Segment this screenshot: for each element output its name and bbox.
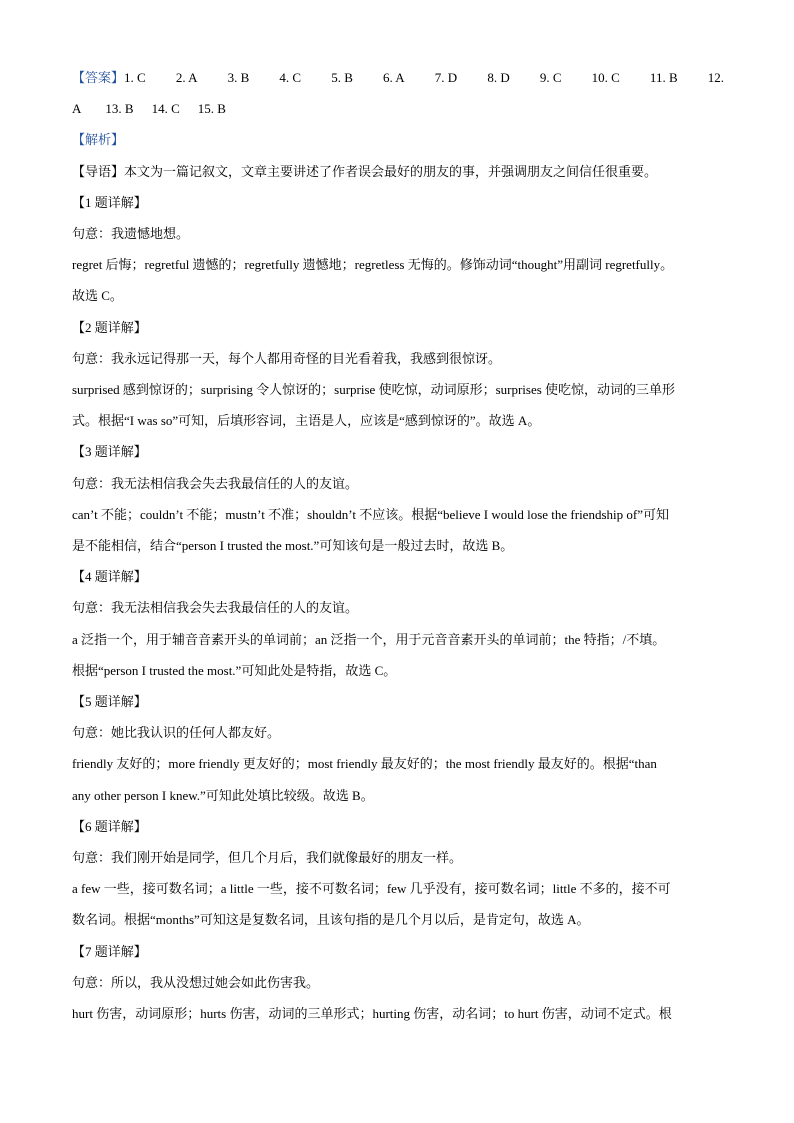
answer-item: 8. D (487, 70, 510, 85)
answer-item: 14. C (151, 101, 180, 117)
section-title: 【1 题详解】 (72, 194, 147, 210)
answer-item: 4. C (279, 70, 302, 85)
section-2 (72, 312, 724, 437)
section-7 (72, 936, 724, 1030)
section-line: 是不能相信，结合“person I trusted the most.”可知该句是一般过去时，故选 B。 (72, 538, 514, 554)
section-line: hurt 伤害，动词原形；hurts 伤害，动词的三单形式；hurting 伤害，动名词；to hurt 伤害，动词不定式。根 (72, 1006, 672, 1022)
section-line: 式。根据“I was so”可知，后填形容词，主语是人，应该是“感到惊讶的”。故选 A。 (72, 413, 541, 429)
section-line: 句意：我无法相信我会失去我最信任的人的友谊。 (72, 475, 359, 491)
section-line: 故选 C。 (72, 288, 123, 304)
answer-item: 2. A (175, 70, 198, 85)
answer-item: 9. C (539, 70, 562, 85)
section-line: 句意：她比我认识的任何人都友好。 (72, 725, 281, 741)
section-title: 【4 题详解】 (72, 569, 147, 585)
section-line: a 泛指一个，用于辅音音素开头的单词前；an 泛指一个，用于元音音素开头的单词前；the 特指；/不填。 (72, 631, 666, 647)
section-line: a few 一些，接可数名词；a little 一些，接不可数名词；few 几乎没有，接可数名词；little 不多的，接不可 (72, 881, 671, 897)
section-line: 句意：我永远记得那一天，每个人都用奇怪的目光看着我，我感到很惊讶。 (72, 350, 502, 366)
answer-row-2 (72, 93, 724, 124)
section-3 (72, 436, 724, 561)
answer-item: 15. B (197, 101, 226, 117)
answer-row-1 (72, 62, 724, 93)
section-line: friendly 友好的；more friendly 更友好的；most friendly 最友好的；the most friendly 最友好的。根据“than (72, 756, 657, 772)
section-line: 句意：我无法相信我会失去我最信任的人的友谊。 (72, 600, 359, 616)
intro-paragraph: 【导语】本文为一篇记叙文，文章主要讲述了作者误会最好的朋友的事，并强调朋友之间信任很重要。 (72, 163, 658, 179)
section-line: surprised 感到惊讶的；surprising 令人惊讶的；surprise 使吃惊，动词原形；surprises 使吃惊，动词的三单形 (72, 382, 676, 398)
answer-item: 3. B (227, 70, 250, 85)
answer-item: 7. D (434, 70, 458, 85)
answer-item: 12. (707, 70, 724, 85)
section-line: 句意：我遗憾地想。 (72, 226, 190, 242)
section-title: 【2 题详解】 (72, 319, 147, 335)
answer-item: 13. B (105, 101, 134, 117)
section-1 (72, 187, 724, 312)
answer-item: 11. B (649, 70, 678, 85)
answer-item: 6. A (383, 70, 405, 85)
section-line: 根据“person I trusted the most.”可知此处是特指，故选 C。 (72, 662, 397, 678)
section-title: 【7 题详解】 (72, 943, 147, 959)
section-line: any other person I knew.”可知此处填比较级。故选 B。 (72, 787, 374, 803)
section-line: regret 后悔；regretful 遗憾的；regretfully 遗憾地；regretless 无悔的。修饰动词“thought”用副词 regretfully。 (72, 257, 674, 273)
document-page (72, 62, 724, 1029)
section-line: 数名词。根据“months”可知这是复数名词，且该句指的是几个月以后，是肯定句，故选 A。 (72, 912, 590, 928)
section-title: 【3 题详解】 (72, 444, 147, 460)
answer-item: 10. C (591, 70, 620, 85)
section-5 (72, 686, 724, 811)
answer-item: A (72, 101, 82, 117)
section-line: 句意：所以，我从没想过她会如此伤害我。 (72, 974, 320, 990)
analysis-heading: 【解析】 (72, 132, 125, 148)
section-line: can’t 不能；couldn’t 不能；mustn’t 不准；shouldn’t 不应该。根据“believe I would lose the friendship of”可知 (72, 506, 669, 522)
answer-label: 【答案】1. C (72, 70, 146, 85)
section-title: 【6 题详解】 (72, 818, 147, 834)
answer-item: 5. B (331, 70, 353, 85)
section-6 (72, 811, 724, 936)
section-title: 【5 题详解】 (72, 694, 147, 710)
section-4 (72, 561, 724, 686)
section-line: 句意：我们刚开始是同学，但几个月后，我们就像最好的朋友一样。 (72, 850, 463, 866)
